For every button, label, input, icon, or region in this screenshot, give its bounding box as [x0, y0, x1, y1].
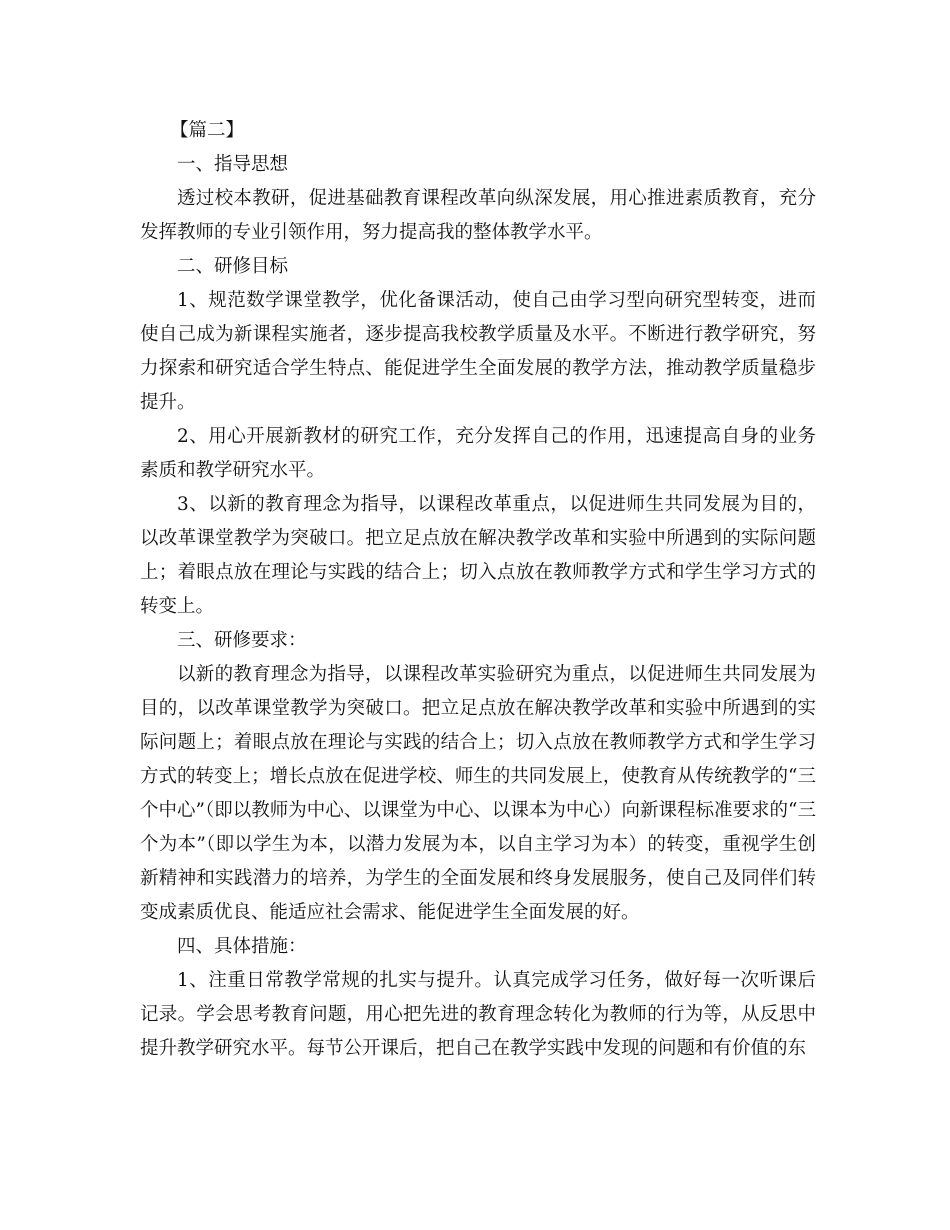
- heading-measures: 四、具体措施：: [177, 936, 307, 957]
- paragraph-goal-1: 1、规范数学课堂教学，优化备课活动，使自己由学习型向研究型转变，进而使自己成为新课程实施者，逐步提高我校教学质量及水平。不断进行教学研究，努力探索和研究适合学生特点、能促进学生全面发展的教学方法，推动教学质量稳步提升。: [140, 290, 816, 413]
- paragraph-measure-1: 1、注重日常教学常规的扎实与提升。认真完成学习任务，做好每一次听课后记录。学会思考教育问题，用心把先进的教育理念转化为教师的行为等，从反思中提升教学研究水平。每节公开课后，把自己在教学实践中发现的问题和有价值的东: [140, 970, 816, 1059]
- heading-study-goals: 二、研修目标: [177, 256, 289, 277]
- section-tag: 【篇二】: [170, 120, 245, 141]
- paragraph-guiding-thought: 透过校本教研，促进基础教育课程改革向纵深发展，用心推进素质教育，充分发挥教师的专业引领作用，努力提高我的整体教学水平。: [140, 188, 816, 243]
- document-page: [140, 114, 816, 1066]
- paragraph-requirements: 以新的教育理念为指导，以课程改革实验研究为重点，以促进师生共同发展为目的，以改革课堂教学为突破口。把立足点放在解决教学改革和实验中所遇到的实际问题上；着眼点放在理论与实践的结合上；切入点放在教师教学方式和学生学习方式的转变上；增长点放在促进学校、师生的共同发展上，使教育从传统教学的“三个中心”（即以教师为中心、以课堂为中心、以课本为中心）向新课程标准要求的“三个为本”（即以学生为本，以潜力发展为本，以自主学习为本）的转变，重视学生创新精神和实践潜力的培养，为学生的全面发展和终身发展服务，使自己及同伴们转变成素质优良、能适应社会需求、能促进学生全面发展的好。: [140, 664, 816, 923]
- paragraph-goal-2: 2、用心开展新教材的研究工作，充分发挥自己的作用，迅速提高自身的业务素质和教学研究水平。: [140, 426, 816, 481]
- paragraph-goal-3: 3、以新的教育理念为指导，以课程改革重点，以促进师生共同发展为目的，以改革课堂教学为突破口。把立足点放在解决教学改革和实验中所遇到的实际问题上；着眼点放在理论与实践的结合上；切入点放在教师教学方式和学生学习方式的转变上。: [140, 494, 816, 617]
- heading-guiding-thought: 一、指导思想: [177, 154, 289, 175]
- heading-study-requirements: 三、研修要求：: [177, 630, 307, 651]
